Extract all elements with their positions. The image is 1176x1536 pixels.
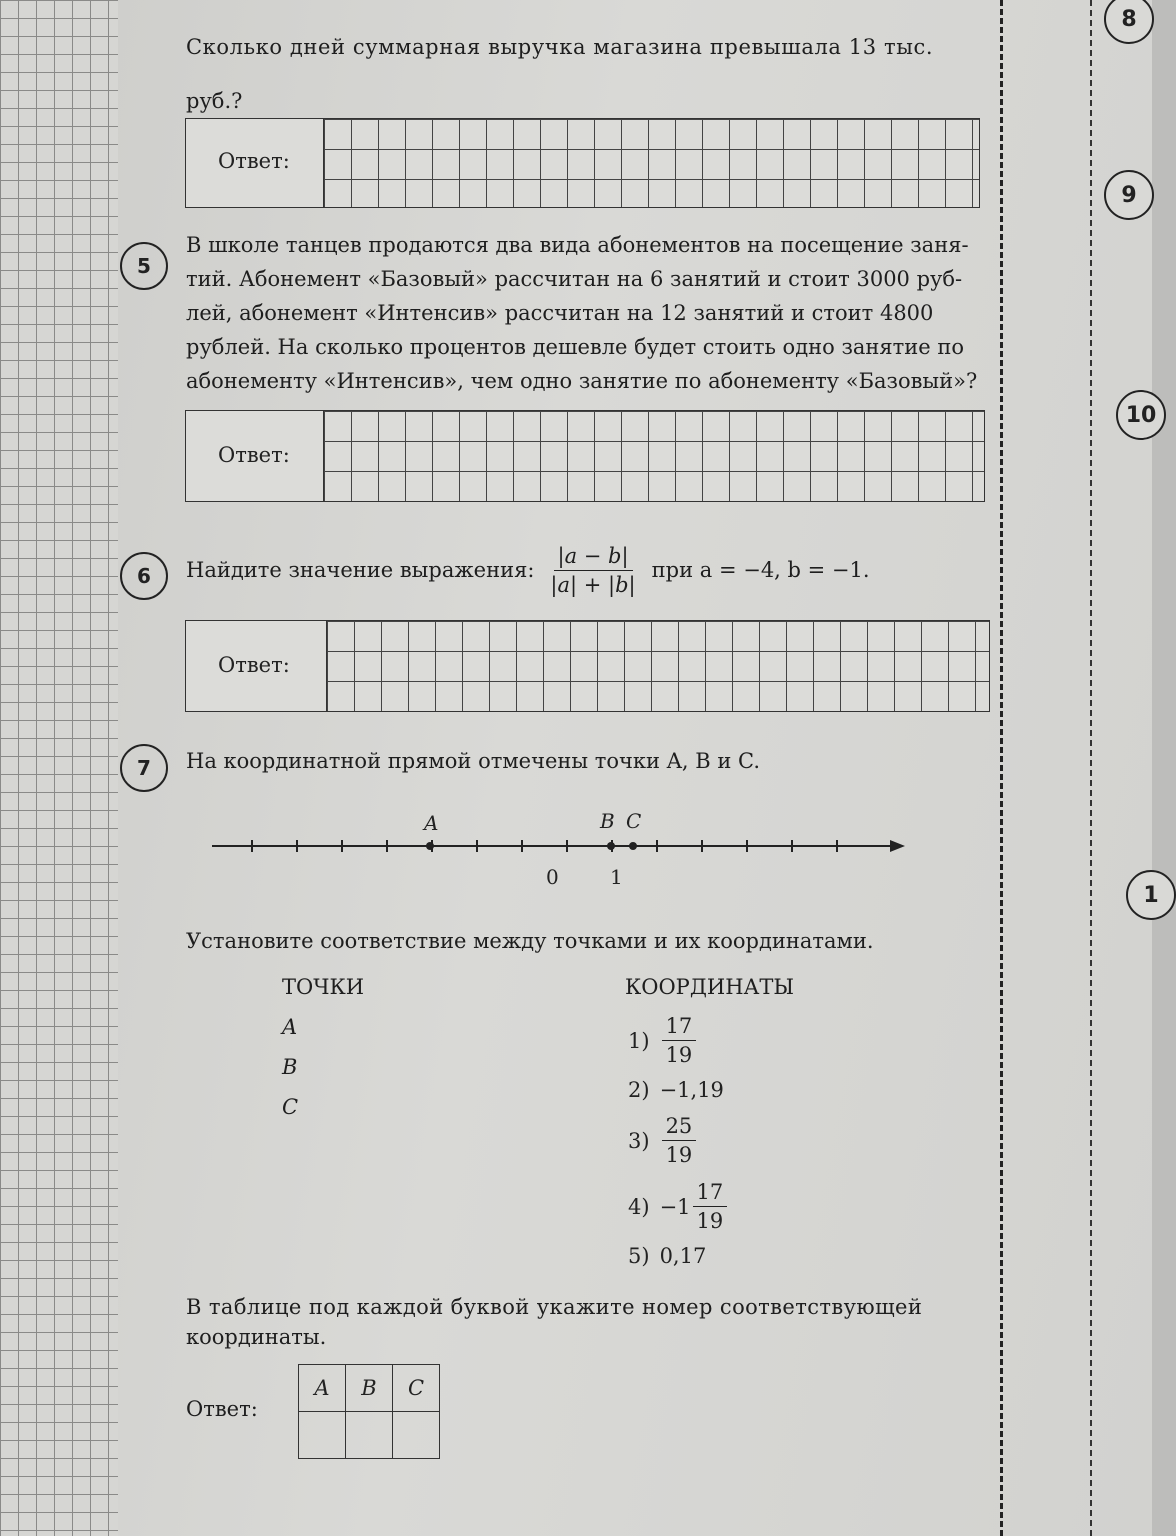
coord-5-number: 5) [628, 1244, 650, 1268]
coord-1-numerator: 17 [662, 1012, 697, 1041]
task5-answer-cells[interactable] [323, 411, 984, 501]
margin-number-10: 10 [1116, 390, 1166, 440]
coord-2-value: −1,19 [659, 1078, 724, 1102]
task7-answer-label: Ответ: [186, 1397, 258, 1421]
task4-answer-cells[interactable] [323, 119, 979, 207]
task7-answer-table [298, 1364, 440, 1459]
point-a-dot [426, 842, 434, 850]
task5-number: 5 [120, 242, 168, 290]
task7-statement: На координатной прямой отмечены точки A, B и C. [186, 749, 761, 773]
margin-number-8: 8 [1104, 0, 1154, 44]
task5-line4: рублей. На сколько процентов дешевле будет стоить одно занятие по [186, 335, 965, 359]
number-line [200, 800, 920, 900]
cut-line [1000, 0, 1003, 1536]
task6-answer-label: Ответ: [218, 653, 290, 677]
task4-question-line1: Сколько дней суммарная выручка магазина превышала 13 тыс. [186, 35, 934, 59]
task5-answer-label: Ответ: [218, 443, 290, 467]
task6-suffix: при a = −4, b = −1. [651, 558, 870, 582]
points-header: ТОЧКИ [282, 975, 365, 999]
point-c: C [282, 1095, 299, 1119]
point-c-dot [629, 842, 637, 850]
cut-line-right [1090, 0, 1092, 1536]
graph-paper-background [0, 0, 118, 1536]
answer-table-header-c: C [393, 1365, 440, 1412]
coord-option-1 [628, 1012, 700, 1069]
answer-cell-c[interactable] [393, 1412, 440, 1459]
coord-1-denominator: 19 [665, 1043, 693, 1067]
answer-cell-a[interactable] [299, 1412, 346, 1459]
task7-instruction: Установите соответствие между точками и их координатами. [186, 929, 874, 953]
coord-4-denominator: 19 [696, 1209, 724, 1233]
coord-3-fraction [662, 1112, 697, 1169]
margin-number-9: 9 [1104, 170, 1154, 220]
coord-5-value: 0,17 [659, 1244, 707, 1268]
task5-line5: абонементу «Интенсив», чем одно занятие по абонементу «Базовый»? [186, 369, 978, 393]
coord-option-2 [628, 1078, 724, 1102]
task4-question-line2: руб.? [186, 89, 243, 113]
point-b-label: B [600, 809, 615, 833]
point-c-label: C [626, 809, 642, 833]
task6-answer-cells[interactable] [326, 621, 989, 711]
margin-number-11: 1 [1126, 870, 1176, 920]
coord-option-4 [628, 1178, 731, 1235]
coord-3-denominator: 19 [665, 1143, 693, 1167]
point-a-label: A [424, 811, 439, 835]
coord-1-fraction [662, 1012, 697, 1069]
coord-4-fraction [693, 1178, 728, 1235]
task6-fraction-numerator: |a − b| [554, 542, 633, 571]
coord-option-5 [628, 1244, 706, 1268]
task5-line1: В школе танцев продаются два вида абонементов на посещение заня- [186, 233, 969, 257]
task6-number: 6 [120, 552, 168, 600]
coord-2-number: 2) [628, 1078, 650, 1102]
task6-fraction [546, 542, 639, 599]
task6-prefix: Найдите значение выражения: [186, 558, 535, 582]
coord-4-numerator: 17 [693, 1178, 728, 1207]
coord-3-number: 3) [628, 1128, 650, 1153]
task5-line2: тий. Абонемент «Базовый» рассчитан на 6 занятий и стоит 3000 руб- [186, 267, 963, 291]
answer-table-header-a: A [299, 1365, 346, 1412]
task6-fraction-denominator: |a| + |b| [550, 572, 636, 597]
coord-option-3 [628, 1112, 700, 1169]
coords-header: КООРДИНАТЫ [625, 975, 795, 999]
task4-answer-label: Ответ: [218, 149, 290, 173]
task5-answer-box [185, 410, 985, 502]
coord-1-number: 1) [628, 1028, 650, 1053]
point-b-dot [607, 842, 615, 850]
tick-label-1: 1 [610, 865, 623, 889]
task6-answer-box [185, 620, 990, 712]
answer-table-header-b: B [346, 1365, 393, 1412]
answer-cell-b[interactable] [346, 1412, 393, 1459]
tick-label-0: 0 [546, 865, 559, 889]
task7-number: 7 [120, 744, 168, 792]
point-a: A [282, 1015, 298, 1039]
task4-answer-box [185, 118, 980, 208]
task5-line3: лей, абонемент «Интенсив» рассчитан на 12 занятий и стоит 4800 [186, 301, 934, 325]
task6-question [186, 538, 870, 602]
coord-4-number: 4) [628, 1194, 650, 1219]
table-instruction-line1: В таблице под каждой буквой укажите номер соответствующей [186, 1295, 923, 1319]
coord-4-whole: −1 [659, 1194, 691, 1219]
point-b: B [282, 1055, 298, 1079]
table-instruction-line2: координаты. [186, 1325, 327, 1349]
coord-3-numerator: 25 [662, 1112, 697, 1141]
